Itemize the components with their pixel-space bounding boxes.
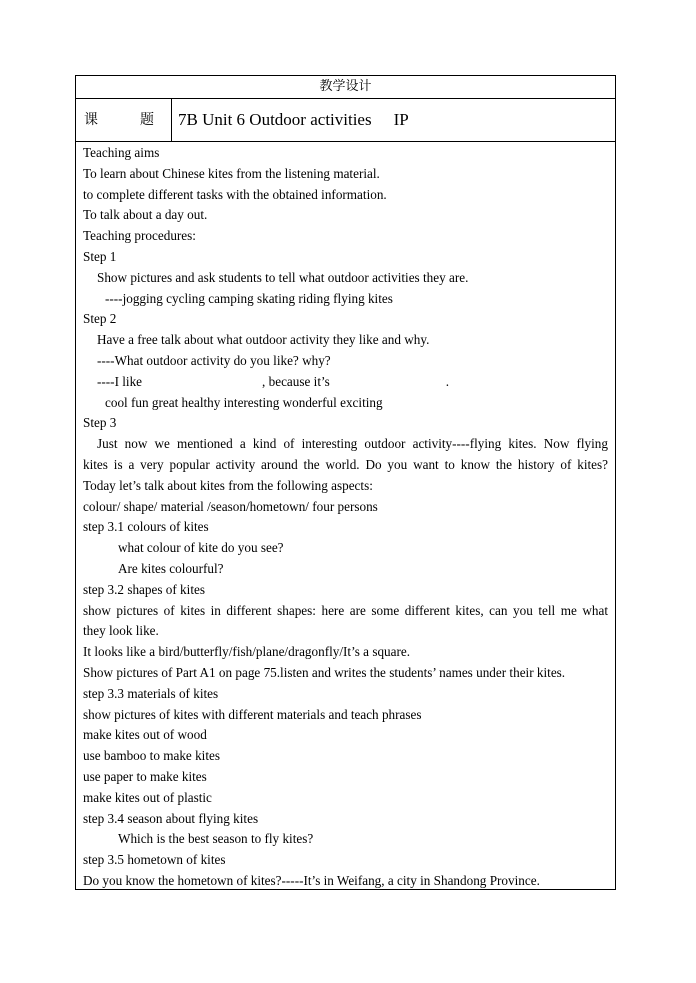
fill-blank-line — [83, 372, 608, 393]
text-line: Show pictures of Part A1 on page 75.listen and writes the students’ names under their kites. — [83, 664, 566, 680]
topic-label-char-2: 题 — [140, 112, 154, 128]
text-line: Step 2 — [83, 311, 117, 327]
text-line: Step 1 — [83, 248, 117, 264]
text-line: step 3.2 shapes of kites — [83, 581, 205, 597]
text-line: use paper to make kites — [83, 768, 207, 784]
topic-label-char-1: 课 — [84, 112, 98, 128]
lesson-content — [76, 142, 615, 892]
text-line: Are kites colourful? — [118, 560, 224, 576]
lesson-plan-table — [75, 75, 616, 890]
text-line: step 3.5 hometown of kites — [83, 852, 226, 868]
text-line: Have a free talk about what outdoor activity they like and why. — [97, 332, 430, 348]
text-line: step 3.1 colours of kites — [83, 519, 209, 535]
text-line: It looks like a bird/butterfly/fish/plane/dragonfly/It’s a square. — [83, 644, 411, 660]
topic-title: 7B Unit 6 Outdoor activities — [178, 110, 372, 129]
text-line: Show pictures and ask students to tell what outdoor activities they are. — [97, 269, 469, 285]
text-line: use bamboo to make kites — [83, 748, 220, 764]
text-line: show pictures of kites with different materials and teach phrases — [83, 706, 422, 722]
text-line: Just now we mentioned a kind of interesting outdoor activity----flying kites. Now flying — [97, 436, 608, 452]
text-line: make kites out of plastic — [83, 789, 212, 805]
text-line: they look like. — [83, 623, 159, 639]
text-line: step 3.3 materials of kites — [83, 685, 219, 701]
text-line: step 3.4 season about flying kites — [83, 810, 259, 826]
table-title: 教学设计 — [76, 76, 615, 99]
text-line: To talk about a day out. — [83, 207, 208, 223]
text-line: ----What outdoor activity do you like? why? — [97, 352, 331, 368]
topic-value — [172, 99, 615, 141]
text-line: what colour of kite do you see? — [118, 540, 284, 556]
text-line: Do you know the hometown of kites?-----It’s in Weifang, a city in Shandong Province. — [83, 872, 540, 888]
text-line: show pictures of kites in different shapes: here are some different kites, can you tell me what — [83, 602, 608, 618]
text-line: To learn about Chinese kites from the listening material. — [83, 165, 380, 181]
text-line: ----jogging cycling camping skating riding flying kites — [105, 290, 393, 306]
text-line: to complete different tasks with the obtained information. — [83, 186, 387, 202]
text-line: Step 3 — [83, 415, 117, 431]
topic-suffix: IP — [393, 110, 409, 129]
text-line: cool fun great healthy interesting wonderful exciting — [105, 394, 383, 410]
topic-label — [76, 99, 172, 141]
text-line: Teaching aims — [83, 145, 160, 160]
topic-row — [76, 99, 615, 142]
text-line: make kites out of wood — [83, 727, 207, 743]
text-fragment: ----I like — [97, 373, 143, 389]
text-line: Teaching procedures: — [83, 228, 196, 244]
text-line: Which is the best season to fly kites? — [118, 831, 314, 847]
text-fragment: . — [445, 373, 450, 389]
text-line: kites is a very popular activity around the world. Do you want to know the history of kites? — [83, 456, 608, 472]
text-line: Today let’s talk about kites from the following aspects: — [83, 477, 373, 493]
text-line: colour/ shape/ material /season/hometown/ four persons — [83, 498, 378, 514]
text-fragment: , because it’s — [262, 373, 330, 389]
